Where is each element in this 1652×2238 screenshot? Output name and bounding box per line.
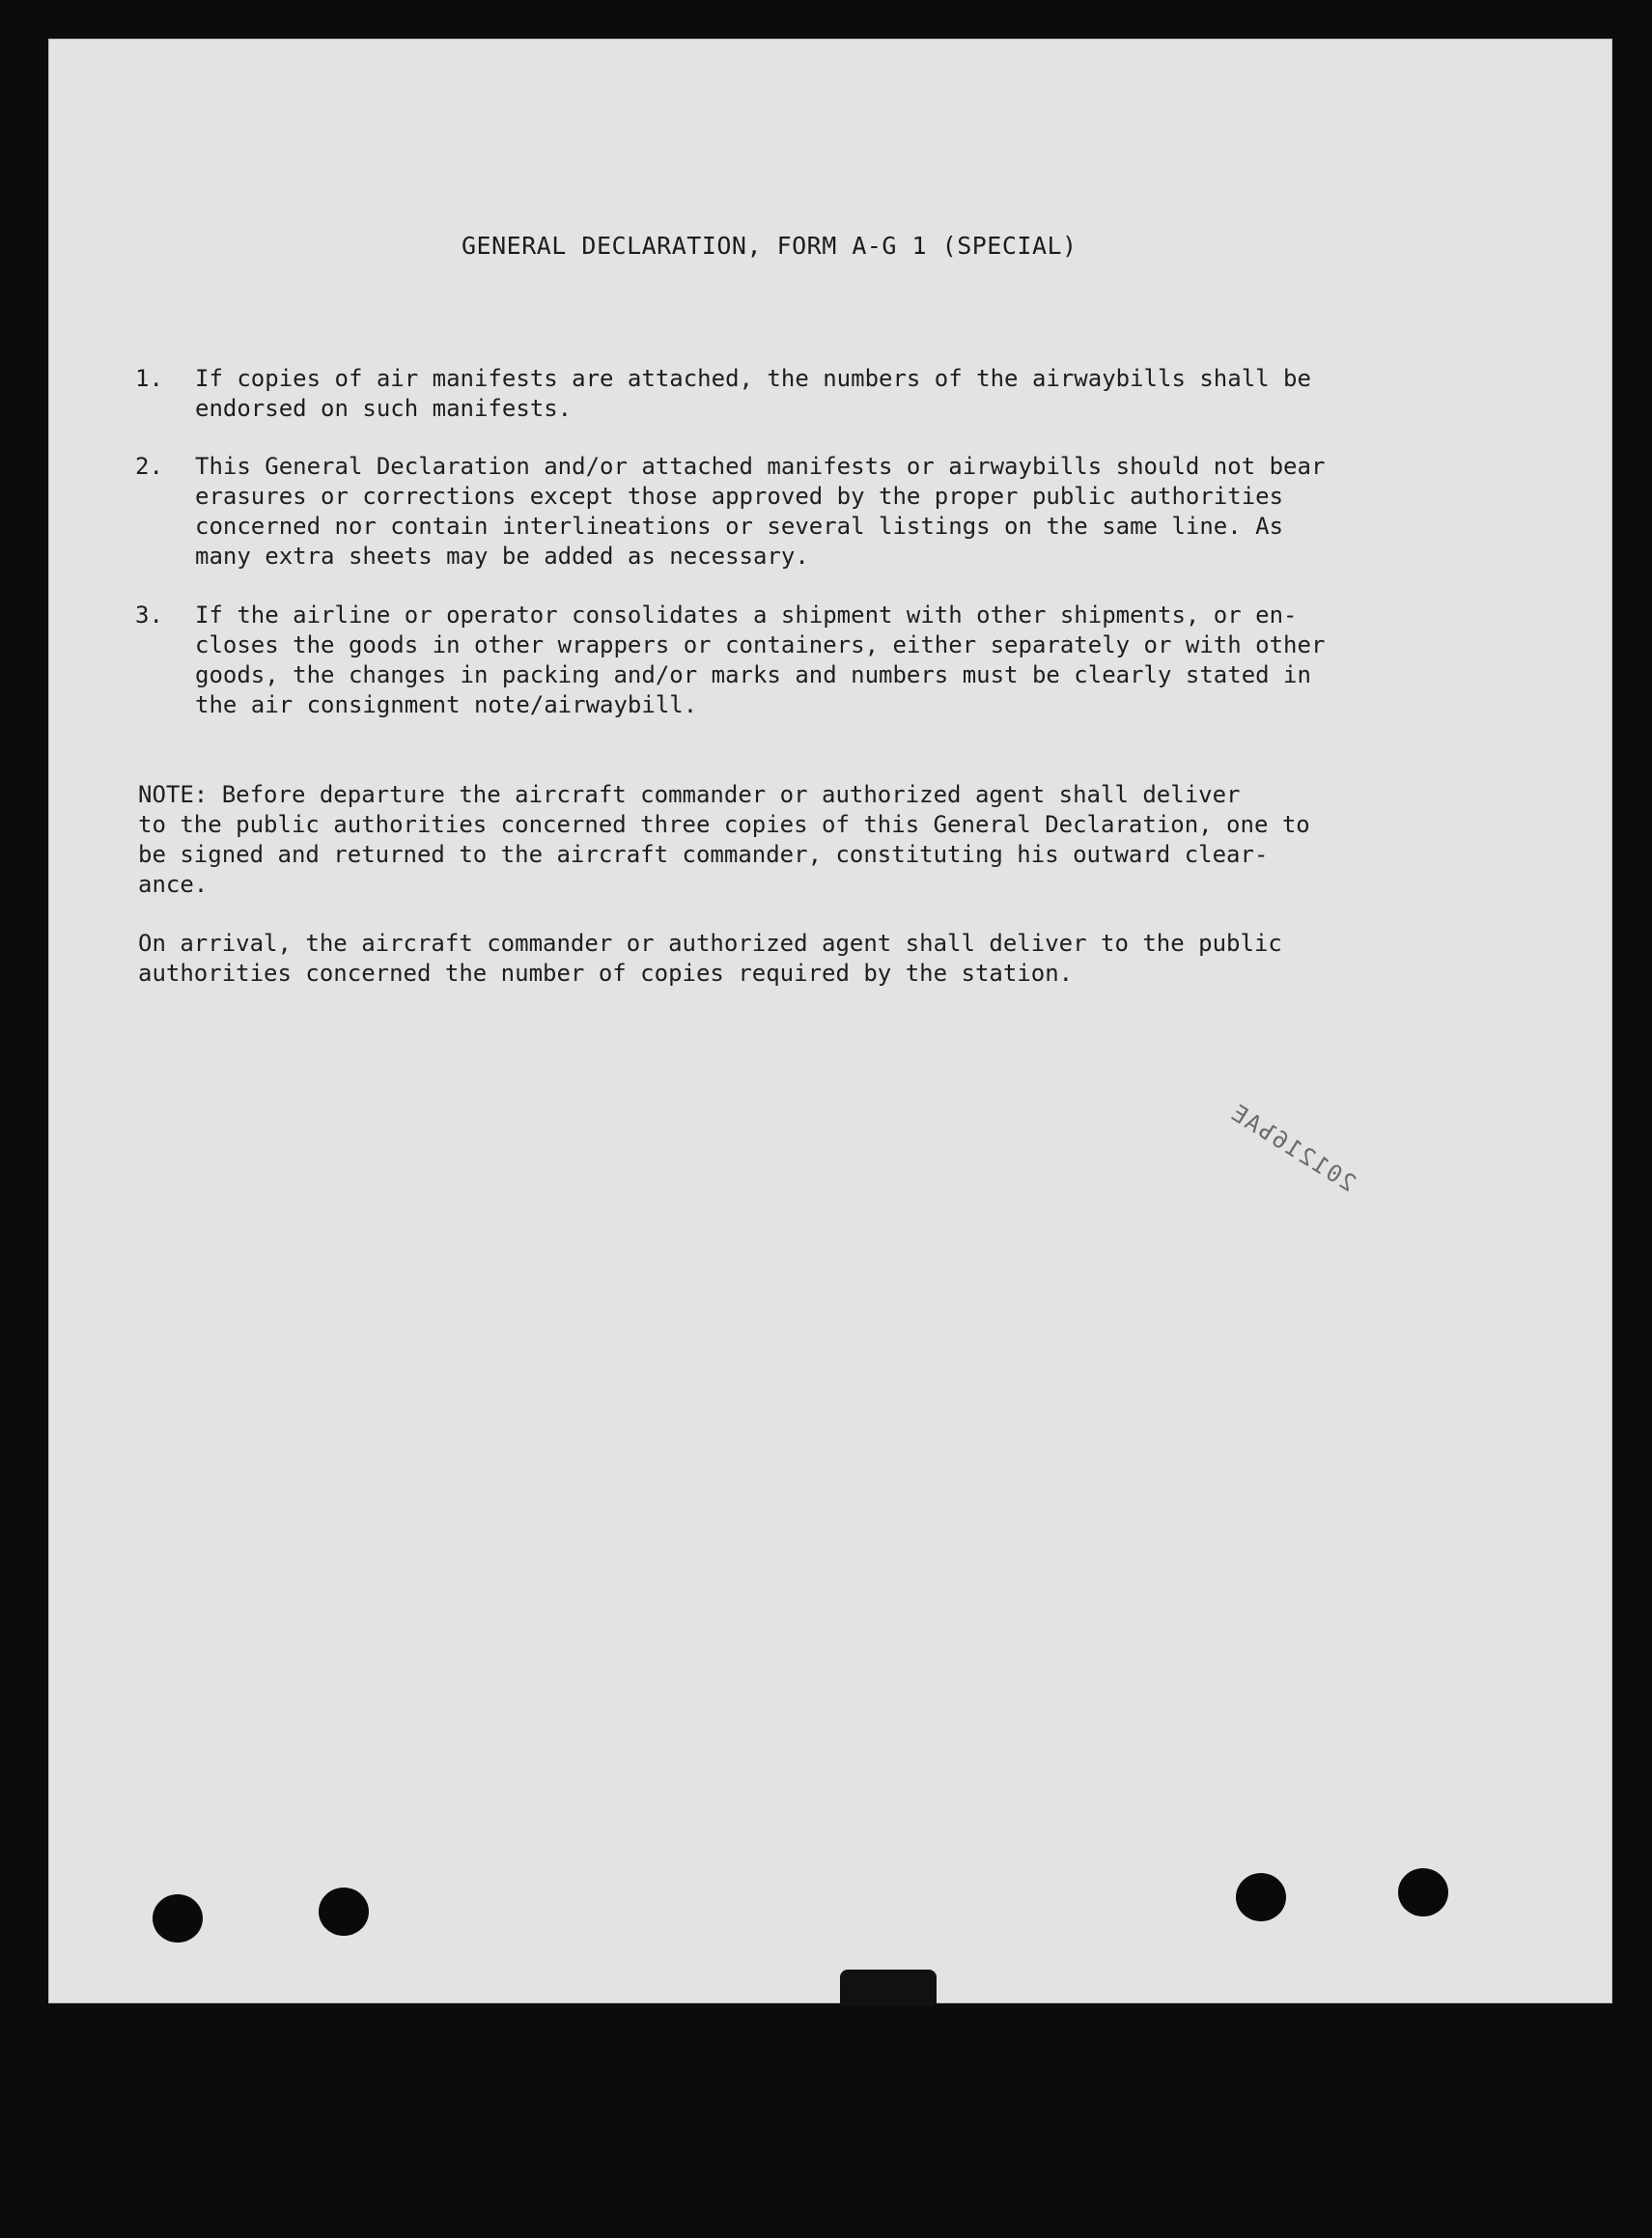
- item-number: 2.: [135, 453, 163, 480]
- item-number: 1.: [135, 365, 163, 392]
- page-title: GENERAL DECLARATION, FORM A-G 1 (SPECIAL): [462, 232, 1078, 260]
- document-sheet: [48, 39, 1612, 2003]
- list-item: [135, 364, 1487, 424]
- item-text: If copies of air manifests are attached, the numbers of the airwaybills shall be endorsed on such manifests.: [195, 365, 1311, 422]
- arrival-paragraph: On arrival, the aircraft commander or authorized agent shall deliver to the public authorities concerned the number of copies required by the station.: [138, 930, 1282, 987]
- punch-hole: [1398, 1868, 1448, 1916]
- list-item: [135, 452, 1487, 572]
- item-text: This General Declaration and/or attached manifests or airwaybills should not bear erasures or corrections except those approved by the proper public authorities concerned nor contain interlineations or several listings on the same line. As many extra sheets may be added as necessary.: [195, 453, 1326, 570]
- bleed-through-text: [145, 1477, 158, 1504]
- list-item: [135, 601, 1487, 720]
- stamp-number: 201216ЪАЕ: [1224, 1098, 1361, 1198]
- punch-hole: [1236, 1873, 1286, 1921]
- item-number: 3.: [135, 601, 163, 629]
- item-text: If the airline or operator consolidates a shipment with other shipments, or en- closes the goods in other wrappers or containers, either separately or with other goods, the changes in packing and/or marks and numbers must be clearly stated in the air consignment note/airwaybill.: [195, 601, 1326, 718]
- punch-hole: [153, 1894, 203, 1943]
- punch-hole: [319, 1888, 369, 1936]
- note-paragraph: NOTE: Before departure the aircraft commander or authorized agent shall deliver to the public authorities concerned three copies of this General Declaration, one to be signed and returned to the aircraft commander, constituting his outward clear- ance.: [138, 781, 1310, 898]
- binder-clip: [840, 1970, 937, 2006]
